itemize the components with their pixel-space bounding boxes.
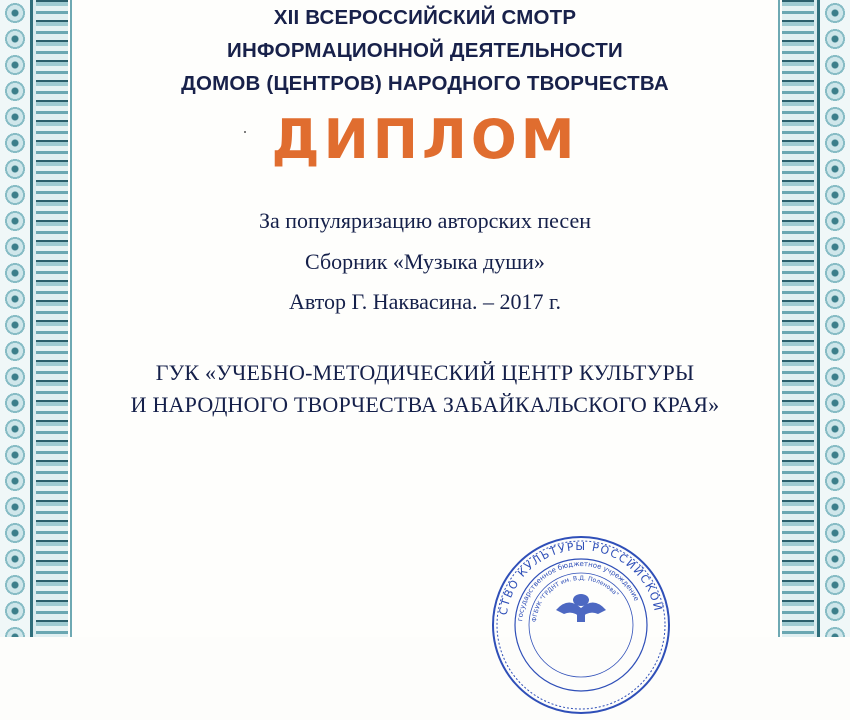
header-line-1: XII ВСЕРОССИЙСКИЙ СМОТР [273, 6, 577, 29]
recipient-line-2: И НАРОДНОГО ТВОРЧЕСТВА ЗАБАЙКАЛЬСКОГО КРАЯ» [130, 392, 720, 417]
stamp-inner-text: государственное бюджетное учреждение [516, 559, 641, 622]
ink-speck [244, 131, 246, 133]
award-collection: Сборник «Музыка души» [305, 249, 545, 274]
recipient-line-1: ГУК «УЧЕБНО-МЕТОДИЧЕСКИЙ ЦЕНТР КУЛЬТУРЫ [155, 360, 695, 385]
stamp-inner-text-2: ФГБУК "ГРДНТ им. В.Д. Поленова" [531, 574, 620, 623]
diploma-title: ДИПЛОМ [271, 108, 579, 171]
eagle-emblem-icon [556, 594, 606, 622]
header-line-3: ДОМОВ (ЦЕНТРОВ) НАРОДНОГО ТВОРЧЕСТВА [181, 72, 669, 95]
stamp-outer-text: СТВО КУЛЬТУРЫ РОССИЙСКОЙ [496, 539, 665, 617]
award-author: Автор Г. Наквасина. – 2017 г. [288, 289, 562, 314]
official-stamp [486, 530, 676, 720]
header-line-2: ИНФОРМАЦИОННОЙ ДЕЯТЕЛЬНОСТИ [227, 39, 623, 62]
award-reason: За популяризацию авторских песен [259, 208, 591, 233]
